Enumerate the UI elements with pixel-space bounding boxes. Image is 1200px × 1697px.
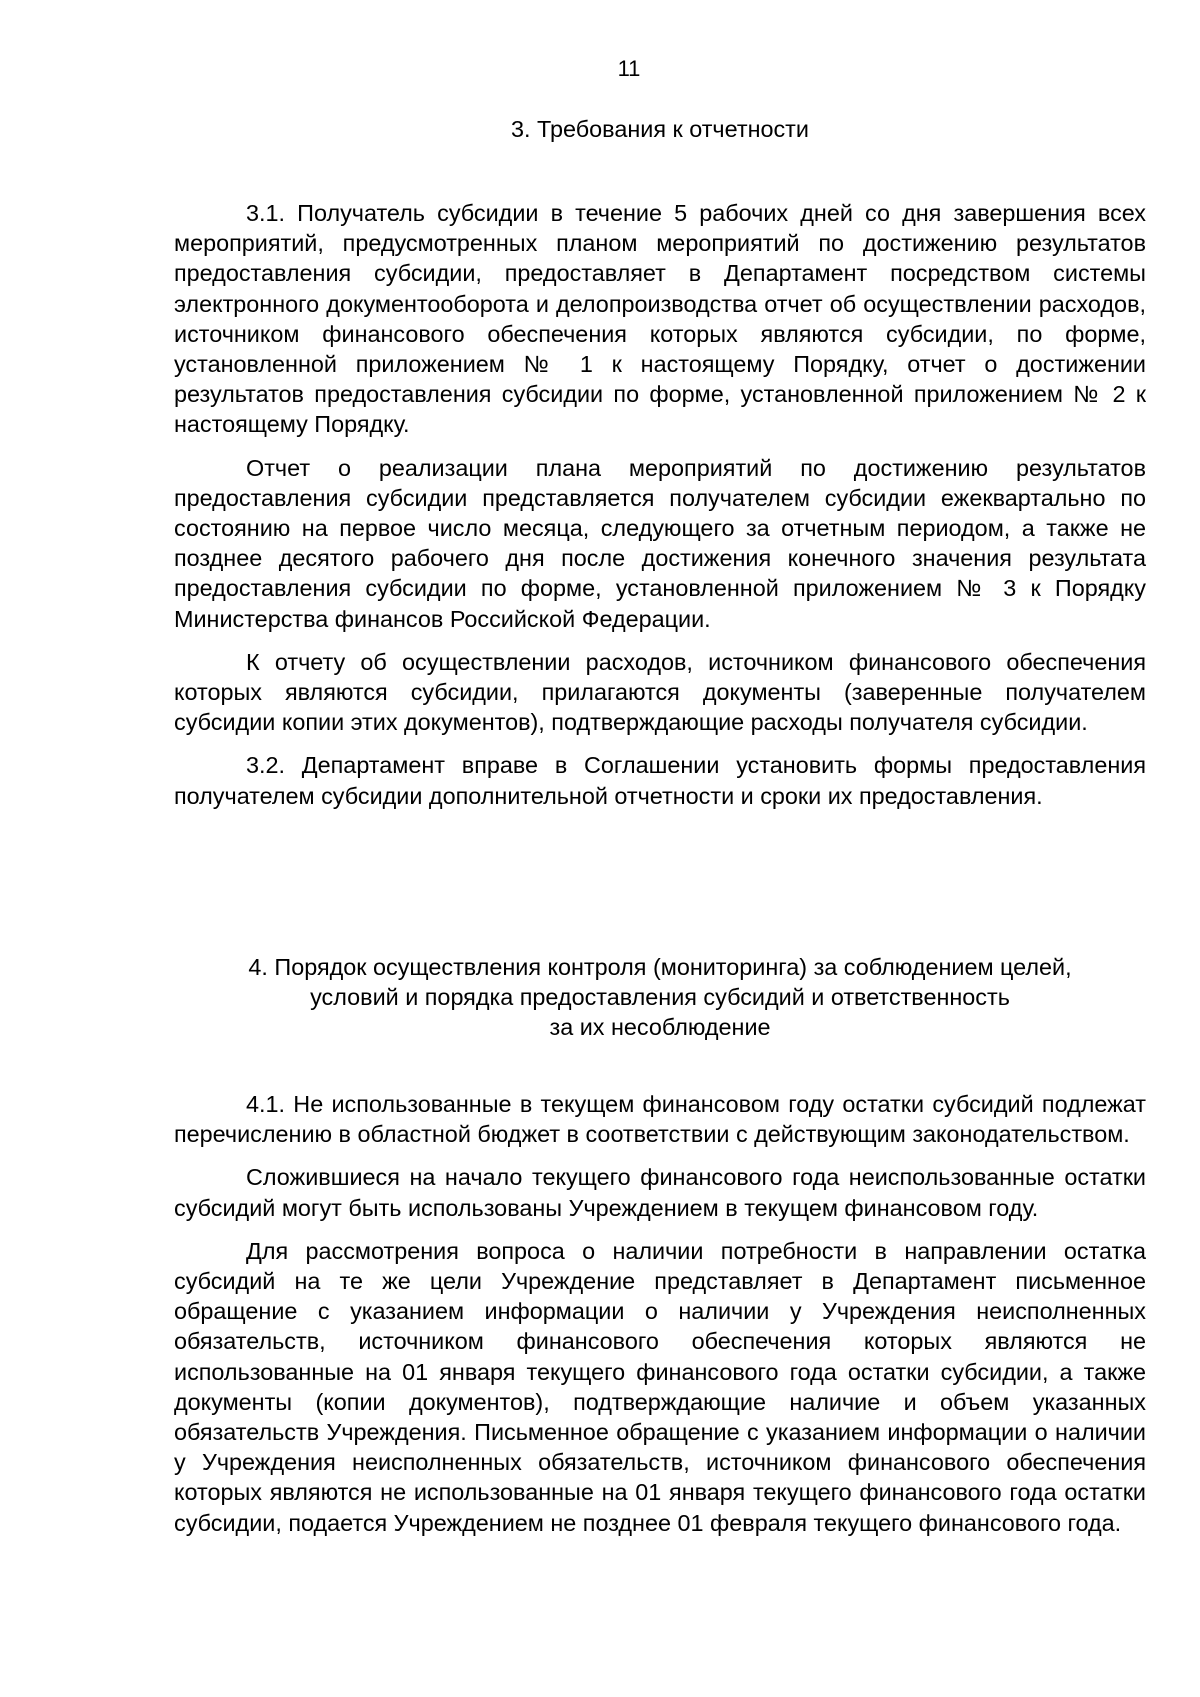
paragraph-3-2: 3.2. Департамент вправе в Соглашении установить формы предоставления получателем субсидии дополнительной отчетности и сроки их предоставления. xyxy=(174,752,1146,809)
paragraph-remaining-subsidies: Сложившиеся на начало текущего финансового года неиспользованные остатки субсидий могут быть использованы Учреждением в текущем финансовом году. xyxy=(174,1164,1146,1221)
section-4-heading xyxy=(174,952,1146,1043)
section-3-body xyxy=(174,198,1146,811)
paragraph-report-attachments: К отчету об осуществлении расходов, источником финансового обеспечения которых являются субсидии, прилагаются документы (заверенные получателем субсидии копии этих документов), подтверждающие расходы получателя субсидии. xyxy=(174,648,1146,736)
section-4-heading-line-3: за их несоблюдение xyxy=(549,1014,771,1041)
paragraph-request-procedure: Для рассмотрения вопроса о наличии потребности в направлении остатка субсидий на те же цели Учреждение представляет в Департамент письменное обращение с указанием информации о наличии у Учреждения неисполненных обязательств, источником финансового обеспечения которых являются не использованные на 01 января текущего финансового года остатки субсидии, а также документы (копии документов), подтверждающие наличие и объем указанных обязательств Учреждения. Письменное обращение с указанием информации о наличии у Учреждения неисполненных обязательств, источником финансового обеспечения которых являются не использованные на 01 января текущего финансового года остатки субсидии, подается Учреждением не позднее 01 февраля текущего финансового года. xyxy=(174,1237,1146,1536)
paragraph-4-1: 4.1. Не использованные в текущем финансовом году остатки субсидий подлежат перечислению в областной бюджет в соответствии с действующим законодательством. xyxy=(174,1091,1146,1148)
section-3-heading: 3. Требования к отчетности xyxy=(511,116,809,142)
paragraph-3-1: 3.1. Получатель субсидии в течение 5 рабочих дней со дня завершения всех мероприятий, предусмотренных планом мероприятий по достижению результатов предоставления субсидии, предоставляет в Департамент посредством системы электронного документооборота и делопроизводства отчет об осуществлении расходов, источником финансового обеспечения которых являются субсидии, по форме, установленной приложением № 1 к настоящему Порядку, отчет о достижении результатов предоставления субсидии по форме, установленной приложением № 2 к настоящему Порядку. xyxy=(174,200,1146,438)
section-4-heading-line-2: условий и порядка предоставления субсидий и ответственность xyxy=(310,984,1010,1011)
page-number: 11 xyxy=(617,56,641,81)
section-4-body xyxy=(174,1089,1146,1538)
paragraph-report-plan: Отчет о реализации плана мероприятий по достижению результатов предоставления субсидии представляется получателем субсидии ежеквартально по состоянию на первое число месяца, следующего за отчетным периодом, а также не позднее десятого рабочего дня после достижения конечного значения результата предоставления субсидии по форме, установленной приложением № 3 к Порядку Министерства финансов Российской Федерации. xyxy=(174,454,1146,632)
section-4-heading-line-1: 4. Порядок осуществления контроля (мониторинга) за соблюдением целей, xyxy=(248,954,1072,980)
